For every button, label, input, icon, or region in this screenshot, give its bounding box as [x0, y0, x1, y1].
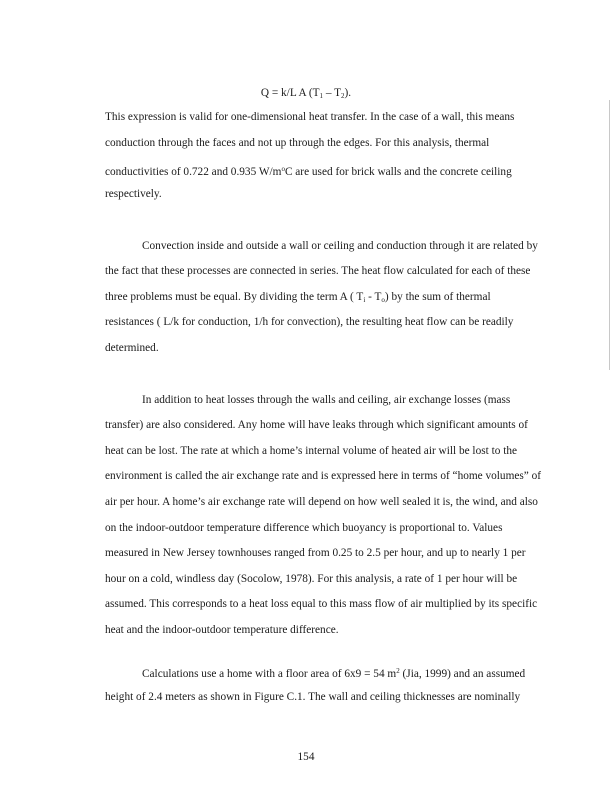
- paragraph-line: the fact that these processes are connected in series. The heat flow calculated for each of these: [105, 265, 531, 277]
- paragraph-line: assumed. This corresponds to a heat loss equal to this mass flow of air multiplied by its specific: [105, 598, 538, 610]
- superscript: o: [281, 165, 285, 173]
- subscript: i: [363, 296, 366, 304]
- paragraph-line: height of 2.4 meters as shown in Figure C.1. The wall and ceiling thicknesses are nominally: [105, 691, 521, 703]
- paragraph-line: air per hour. A home’s air exchange rate will depend on how well sealed it is, the wind, and also: [105, 496, 538, 508]
- equation-subscript: 1: [319, 92, 324, 100]
- equation-text: Q = k/L A (T: [260, 87, 320, 99]
- scan-edge-line: [609, 100, 610, 370]
- paragraph-line: resistances ( L/k for conduction, 1/h for convection), the resulting heat flow can be readily: [105, 316, 514, 328]
- paragraph-line: hour on a cold, windless day (Socolow, 1978). For this analysis, a rate of 1 per hour will be: [105, 573, 518, 585]
- equation-text: – T: [323, 87, 342, 99]
- paragraph-line: heat and the indoor-outdoor temperature difference.: [105, 624, 339, 636]
- text-span: conductivities of 0.722 and 0.935 W/m: [105, 166, 282, 178]
- text-span: C are used for brick walls and the concrete ceiling: [284, 166, 512, 178]
- text-span: - T: [365, 291, 382, 303]
- paragraph-line: heat can be lost. The rate at which a home’s internal volume of heated air will be lost to the: [105, 445, 517, 457]
- text-span: (Jia, 1999) and an assumed: [399, 668, 526, 680]
- paragraph-line: respectively.: [105, 188, 162, 200]
- paragraph-line: This expression is valid for one-dimensional heat transfer. In the case of a wall, this means: [105, 111, 515, 123]
- paragraph-line: [105, 162, 512, 179]
- equation-subscript: 2: [341, 92, 345, 100]
- heat-conduction-equation: [0, 86, 612, 103]
- text-span: three problems must be equal. By dividing the term A ( T: [105, 291, 364, 303]
- superscript: 2: [396, 667, 400, 675]
- subscript: o: [381, 296, 385, 304]
- equation-text: ).: [344, 87, 352, 99]
- paragraph-line: on the indoor-outdoor temperature difference which buoyancy is proportional to. Values: [105, 522, 503, 534]
- paragraph-line: In addition to heat losses through the walls and ceiling, air exchange losses (mass: [142, 394, 511, 406]
- text-span: Calculations use a home with a floor area of 6x9 = 54 m: [142, 668, 397, 680]
- text-span: ) by the sum of thermal: [384, 291, 491, 303]
- page-number: 154: [297, 751, 315, 763]
- paragraph-line: measured in New Jersey townhouses ranged from 0.25 to 2.5 per hour, and up to nearly 1 per: [105, 547, 526, 559]
- paragraph-line: conduction through the faces and not up through the edges. For this analysis, thermal: [105, 137, 490, 149]
- paragraph-line: environment is called the air exchange rate and is expressed here in terms of “home volumes” of: [105, 470, 542, 482]
- paragraph-line: [105, 290, 491, 307]
- paragraph-line: Convection inside and outside a wall or ceiling and conduction through it are related by: [142, 240, 538, 252]
- paragraph-line: determined.: [105, 342, 159, 354]
- paragraph-line: transfer) are also considered. Any home will have leaks through which significant amounts of: [105, 419, 528, 431]
- paragraph-line: [142, 664, 525, 681]
